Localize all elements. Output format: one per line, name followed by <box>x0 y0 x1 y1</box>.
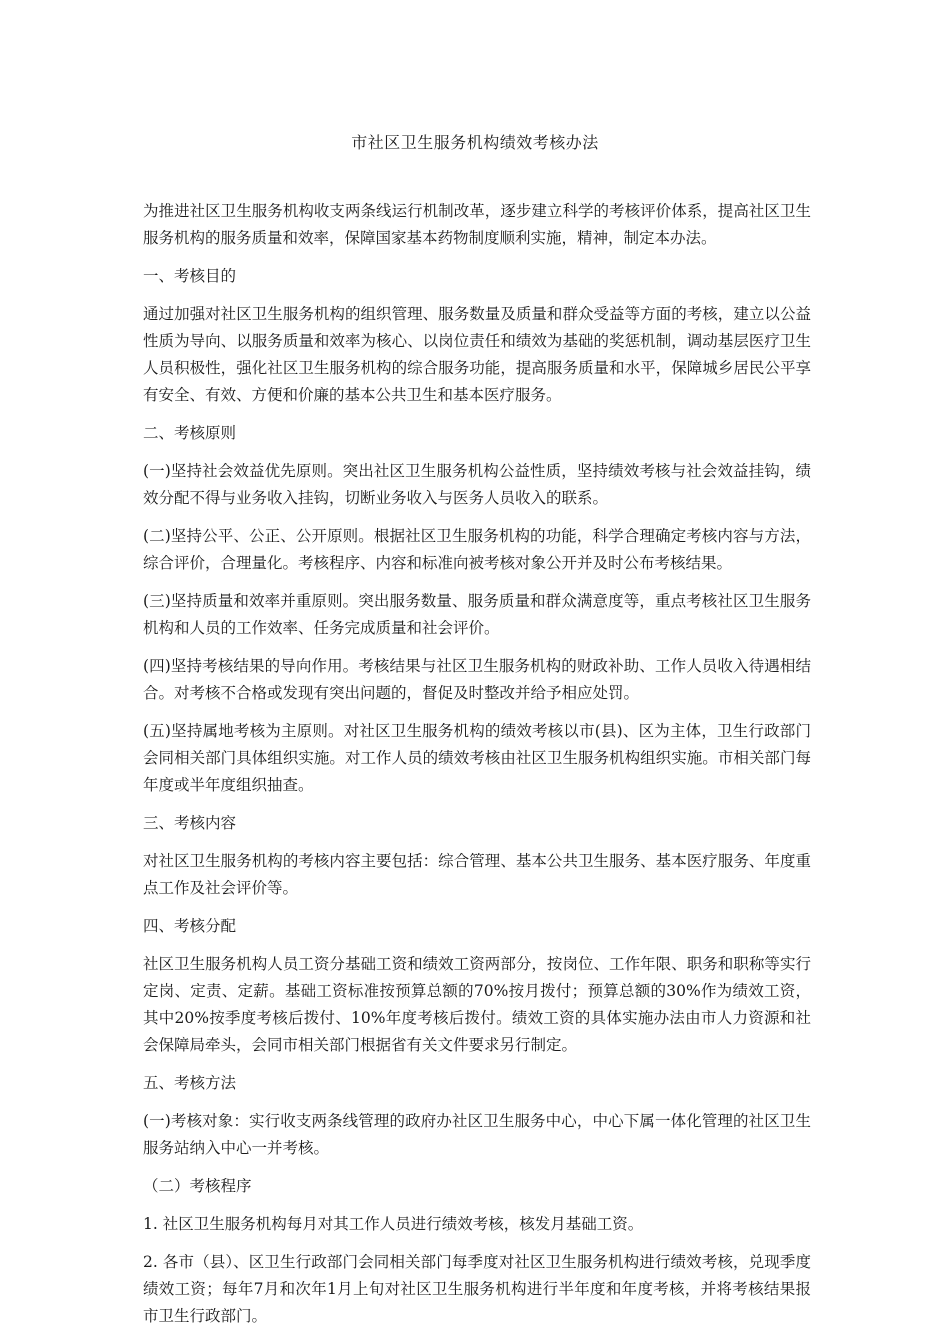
procedure-item-2: 2. 各市（县）、区卫生行政部门会同相关部门每季度对社区卫生服务机构进行绩效考核，兑现季度绩效工资；每年7月和次年1月上旬对社区卫生服务机构进行半年度和年度考核，并将考核结果报市卫生行政部门。 <box>143 1253 811 1325</box>
purpose-paragraph: 通过加强对社区卫生服务机构的组织管理、服务数量及质量和群众受益等方面的考核，建立以公益性质为导向、以服务质量和效率为核心、以岗位责任和绩效为基础的奖惩机制，调动基层医疗卫生人员积极性，强化社区卫生服务机构的综合服务功能，提高服务质量和水平，保障城乡居民公平享有安全、有效、方便和价廉的基本公共卫生和基本医疗服务。 <box>143 305 811 404</box>
section-heading-distribution: 四、考核分配 <box>143 917 237 935</box>
document-body <box>143 198 811 1341</box>
procedure-item-1: 1. 社区卫生服务机构每月对其工作人员进行绩效考核，核发月基础工资。 <box>143 1215 644 1233</box>
document-title: 市社区卫生服务机构绩效考核办法 <box>351 133 599 152</box>
content-paragraph: 对社区卫生服务机构的考核内容主要包括：综合管理、基本公共卫生服务、基本医疗服务、年度重点工作及社会评价等。 <box>143 852 811 897</box>
principle-item-4: (四)坚持考核结果的导向作用。考核结果与社区卫生服务机构的财政补助、工作人员收入待遇相结合。对考核不合格或发现有突出问题的，督促及时整改并给予相应处罚。 <box>143 657 811 702</box>
section-heading-principles: 二、考核原则 <box>143 424 237 442</box>
section-heading-method: 五、考核方法 <box>143 1074 237 1092</box>
section-heading-purpose: 一、考核目的 <box>143 267 237 285</box>
section-heading-content: 三、考核内容 <box>143 814 237 832</box>
intro-paragraph: 为推进社区卫生服务机构收支两条线运行机制改革，逐步建立科学的考核评价体系，提高社区卫生服务机构的服务质量和效率，保障国家基本药物制度顺利实施，精神，制定本办法。 <box>143 202 811 247</box>
principle-item-5: (五)坚持属地考核为主原则。对社区卫生服务机构的绩效考核以市(县)、区为主体，卫生行政部门会同相关部门具体组织实施。对工作人员的绩效考核由社区卫生服务机构组织实施。市相关部门每年度或半年度组织抽查。 <box>143 722 811 794</box>
principle-item-2: (二)坚持公平、公正、公开原则。根据社区卫生服务机构的功能，科学合理确定考核内容与方法，综合评价，合理量化。考核程序、内容和标准向被考核对象公开并及时公布考核结果。 <box>143 527 811 572</box>
distribution-paragraph: 社区卫生服务机构人员工资分基础工资和绩效工资两部分，按岗位、工作年限、职务和职称等实行定岗、定责、定薪。基础工资标准按预算总额的70%按月拨付；预算总额的30%作为绩效工资，其中20%按季度考核后拨付、10%年度考核后拨付。绩效工资的具体实施办法由市人力资源和社会保障局牵头，会同市相关部门根据省有关文件要求另行制定。 <box>143 955 811 1054</box>
principle-item-1: (一)坚持社会效益优先原则。突出社区卫生服务机构公益性质，坚持绩效考核与社会效益挂钩，绩效分配不得与业务收入挂钩，切断业务收入与医务人员收入的联系。 <box>143 462 811 507</box>
principle-item-3: (三)坚持质量和效率并重原则。突出服务数量、服务质量和群众满意度等，重点考核社区卫生服务机构和人员的工作效率、任务完成质量和社会评价。 <box>143 592 811 637</box>
method-item-subject: (一)考核对象：实行收支两条线管理的政府办社区卫生服务中心，中心下属一体化管理的社区卫生服务站纳入中心一并考核。 <box>143 1112 811 1157</box>
method-subheading-procedure: （二）考核程序 <box>143 1177 252 1195</box>
